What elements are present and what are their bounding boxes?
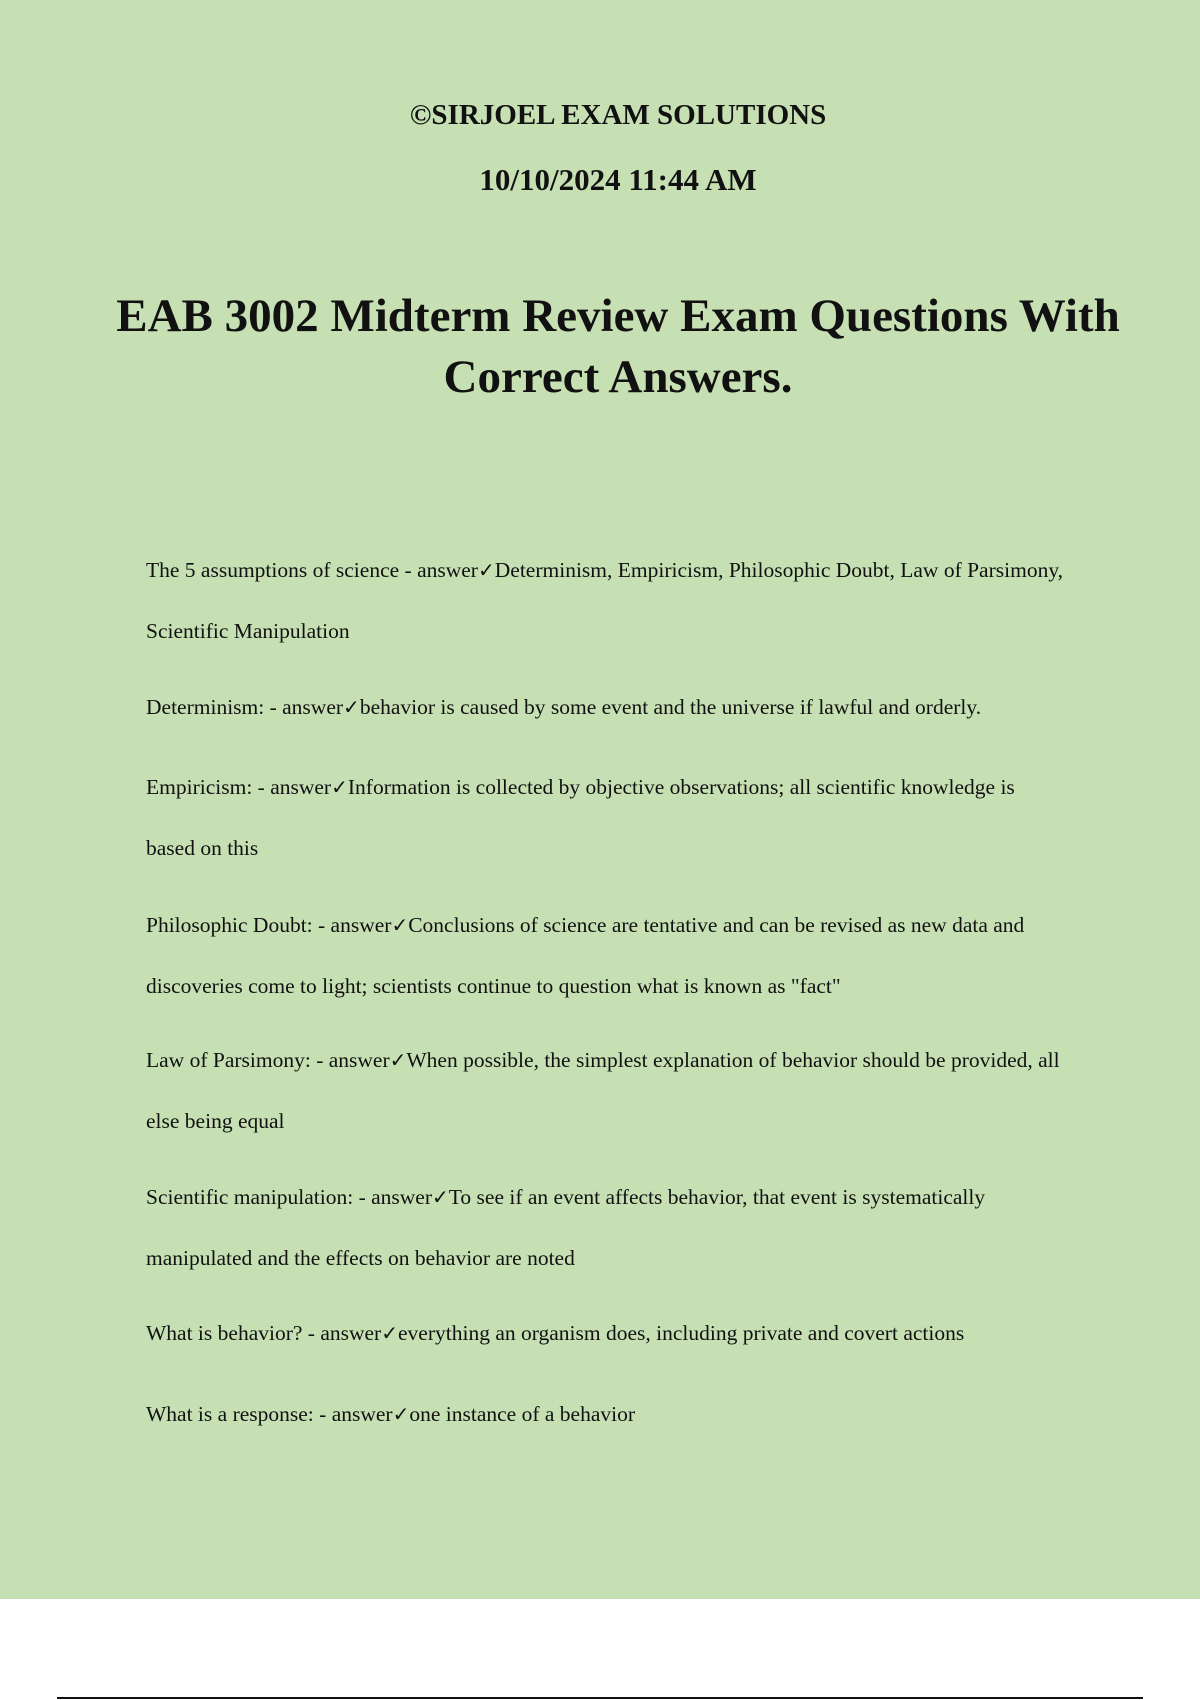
checkmark-icon: ✓ — [477, 558, 495, 582]
question-text: What is a response: — [146, 1402, 314, 1426]
question-text: What is behavior? — [146, 1321, 303, 1345]
question-text: Law of Parsimony: — [146, 1048, 311, 1072]
answer-text: Information is collected by objective observations; all scientific knowledge is based on this — [146, 775, 1015, 860]
timestamp: 10/10/2024 11:44 AM — [479, 162, 757, 197]
checkmark-icon: ✓ — [432, 1185, 449, 1209]
checkmark-icon: ✓ — [391, 913, 409, 937]
footer-divider — [57, 1697, 1143, 1699]
question-text: Scientific manipulation: — [146, 1185, 354, 1209]
answer-text: behavior is caused by some event and the universe if lawful and orderly. — [359, 695, 982, 719]
page-title: EAB 3002 Midterm Review Exam Questions With Correct Answers. — [116, 290, 1120, 403]
answer-label: - answer — [399, 558, 478, 582]
qa-item — [146, 540, 1096, 662]
answer-text: one instance of a behavior — [409, 1402, 636, 1426]
checkmark-icon: ✓ — [331, 775, 348, 799]
question-text: Determinism: — [146, 695, 265, 719]
answer-label: - answer — [313, 1402, 393, 1426]
answer-text: Conclusions of science are tentative and can be revised as new data and discoveries come to light; scientists continue to question what is known as "fact" — [146, 913, 1025, 998]
qa-item — [146, 1167, 1006, 1289]
question-text: Empiricism: — [146, 775, 253, 799]
answer-text: Determinism, Empiricism, Philosophic Doubt, Law of Parsimony, Scientific Manipulation — [146, 558, 1064, 643]
qa-item — [146, 895, 1096, 1017]
brand-header: ©SIRJOEL EXAM SOLUTIONS — [409, 99, 827, 131]
qa-item — [146, 677, 1146, 738]
qa-item — [146, 1030, 1096, 1152]
qa-item — [146, 1303, 1146, 1364]
qa-item — [146, 1384, 1096, 1445]
answer-text: To see if an event affects behavior, that event is systematically manipulated and the effects on behavior are noted — [146, 1185, 986, 1270]
answer-label: - answer — [302, 1321, 382, 1345]
answer-label: - answer — [252, 775, 332, 799]
checkmark-icon: ✓ — [381, 1321, 398, 1345]
question-text: Philosophic Doubt: — [146, 913, 313, 937]
checkmark-icon: ✓ — [389, 1048, 407, 1072]
qa-item — [146, 757, 1026, 879]
answer-label: - answer — [310, 1048, 390, 1072]
answer-label: - answer — [353, 1185, 433, 1209]
answer-label: - answer — [264, 695, 344, 719]
answer-text: When possible, the simplest explanation of behavior should be provided, all else being equal — [146, 1048, 1060, 1133]
checkmark-icon: ✓ — [343, 695, 360, 719]
answer-label: - answer — [312, 913, 392, 937]
answer-text: everything an organism does, including private and covert actions — [398, 1321, 965, 1345]
checkmark-icon: ✓ — [392, 1402, 410, 1426]
question-text: The 5 assumptions of science — [146, 558, 400, 582]
